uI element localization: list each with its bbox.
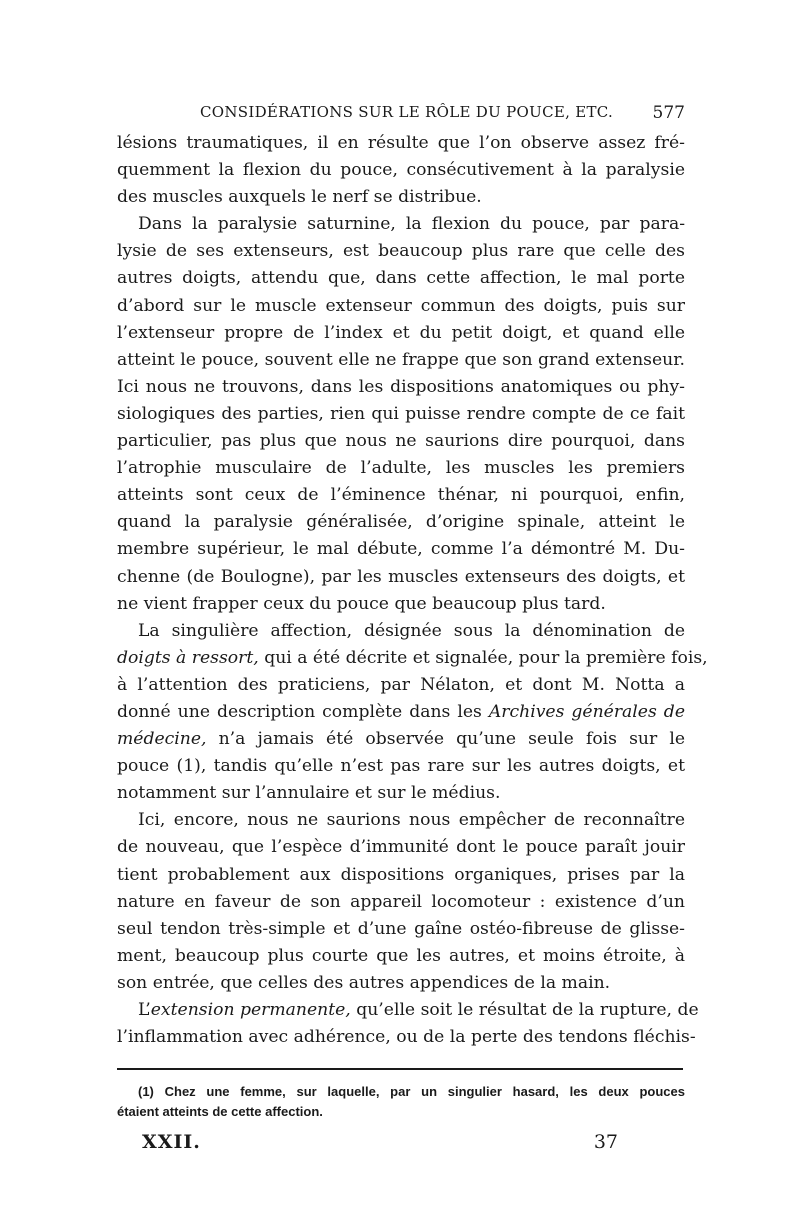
- footnote-line: étaient atteints de cette affection.: [117, 1104, 323, 1119]
- text-line: l’atrophie musculaire de l’adulte, les muscles les premiers: [117, 458, 685, 479]
- text-run: donné une description complète dans les: [117, 701, 482, 722]
- text-line: lésions traumatiques, il en résulte que l’on observe assez fré-: [117, 133, 685, 153]
- text-line: lysie de ses extenseurs, est beaucoup plus rare que celle des: [117, 241, 685, 262]
- footnote-rule: [117, 1068, 683, 1070]
- text-line: son entrée, que celles des autres appendices de la main.: [117, 972, 611, 993]
- text-line: quand la paralysie généralisée, d’origine spinale, atteint le: [117, 512, 685, 533]
- text-line: autres doigts, attendu que, dans cette affection, le mal porte: [117, 268, 685, 289]
- text-line: de nouveau, que l’espèce d’immunité dont le pouce paraît jouir: [117, 837, 685, 858]
- italic-phrase: doigts à ressort,: [117, 647, 259, 668]
- italic-phrase: Archives générales de: [488, 701, 685, 722]
- text-line: pouce (1), tandis qu’elle n’est pas rare sur les autres doigts, et: [117, 756, 685, 777]
- text-run: n’a jamais été observée qu’une seule fois sur le: [218, 729, 685, 750]
- body-text: [117, 130, 708, 1051]
- text-line: Dans la paralysie saturnine, la flexion du pouce, par para-: [138, 214, 685, 235]
- text-line: particulier, pas plus que nous ne saurions dire pourquoi, dans: [117, 431, 685, 452]
- text-line: ment, beaucoup plus courte que les autres, et moins étroite, à: [117, 945, 685, 966]
- signature-number: 37: [593, 1131, 618, 1153]
- text-line: l’inflammation avec adhérence, ou de la perte des tendons fléchis-: [117, 1027, 696, 1048]
- footnote: [117, 1082, 685, 1122]
- text-run: qui a été décrite et signalée, pour la première fois,: [264, 647, 708, 668]
- text-line: tient probablement aux dispositions organiques, prises par la: [117, 864, 685, 885]
- page-number: 577: [652, 103, 685, 123]
- running-head: [120, 103, 685, 127]
- text-run: L’: [138, 1000, 151, 1020]
- text-line: d’abord sur le muscle extenseur commun des doigts, puis sur: [117, 295, 685, 316]
- text-line: siologiques des parties, rien qui puisse rendre compte de ce fait: [117, 403, 685, 424]
- text-line: nature en faveur de son appareil locomoteur : existence d’un: [117, 891, 685, 912]
- text-run: qu’elle soit le résultat de la rupture, de: [356, 1000, 699, 1020]
- running-head-title: CONSIDÉRATIONS SUR LE RÔLE DU POUCE, ETC.: [200, 103, 614, 121]
- text-line: l’extenseur propre de l’index et du petit doigt, et quand elle: [117, 322, 685, 343]
- text-line: seul tendon très-simple et d’une gaîne ostéo-fibreuse de glisse-: [117, 918, 685, 939]
- text-line: [117, 997, 699, 1024]
- signature-line: [142, 1131, 618, 1157]
- text-line: membre supérieur, le mal débute, comme l’a démontré M. Du-: [117, 539, 685, 560]
- text-line: Ici, encore, nous ne saurions nous empêcher de reconnaître: [138, 810, 685, 831]
- text-line: quemment la flexion du pouce, consécutivement à la paralysie: [117, 160, 685, 181]
- text-line: La singulière affection, désignée sous la dénomination de: [138, 620, 685, 641]
- text-line: ne vient frapper ceux du pouce que beaucoup plus tard.: [117, 593, 606, 614]
- signature-mark: XXII.: [142, 1131, 201, 1153]
- footnote-line: (1) Chez une femme, sur laquelle, par un singulier hasard, les deux pouces: [138, 1084, 685, 1099]
- text-line: [117, 645, 708, 672]
- text-line: notamment sur l’annulaire et sur le médius.: [117, 783, 501, 804]
- text-line: atteint le pouce, souvent elle ne frappe que son grand extenseur.: [117, 349, 685, 370]
- text-line: chenne (de Boulogne), par les muscles extenseurs des doigts, et: [117, 566, 685, 587]
- text-line: Ici nous ne trouvons, dans les dispositions anatomiques ou phy-: [117, 376, 685, 397]
- text-line: atteints sont ceux de l’éminence thénar, ni pourquoi, enfin,: [117, 485, 685, 506]
- text-line: [117, 699, 685, 726]
- text-line: à l’attention des praticiens, par Nélaton, et dont M. Notta a: [117, 674, 685, 695]
- italic-phrase: extension permanente,: [150, 1000, 351, 1020]
- text-line: des muscles auxquels le nerf se distribue.: [117, 187, 482, 208]
- italic-phrase: médecine,: [117, 729, 207, 750]
- text-line: [117, 726, 685, 753]
